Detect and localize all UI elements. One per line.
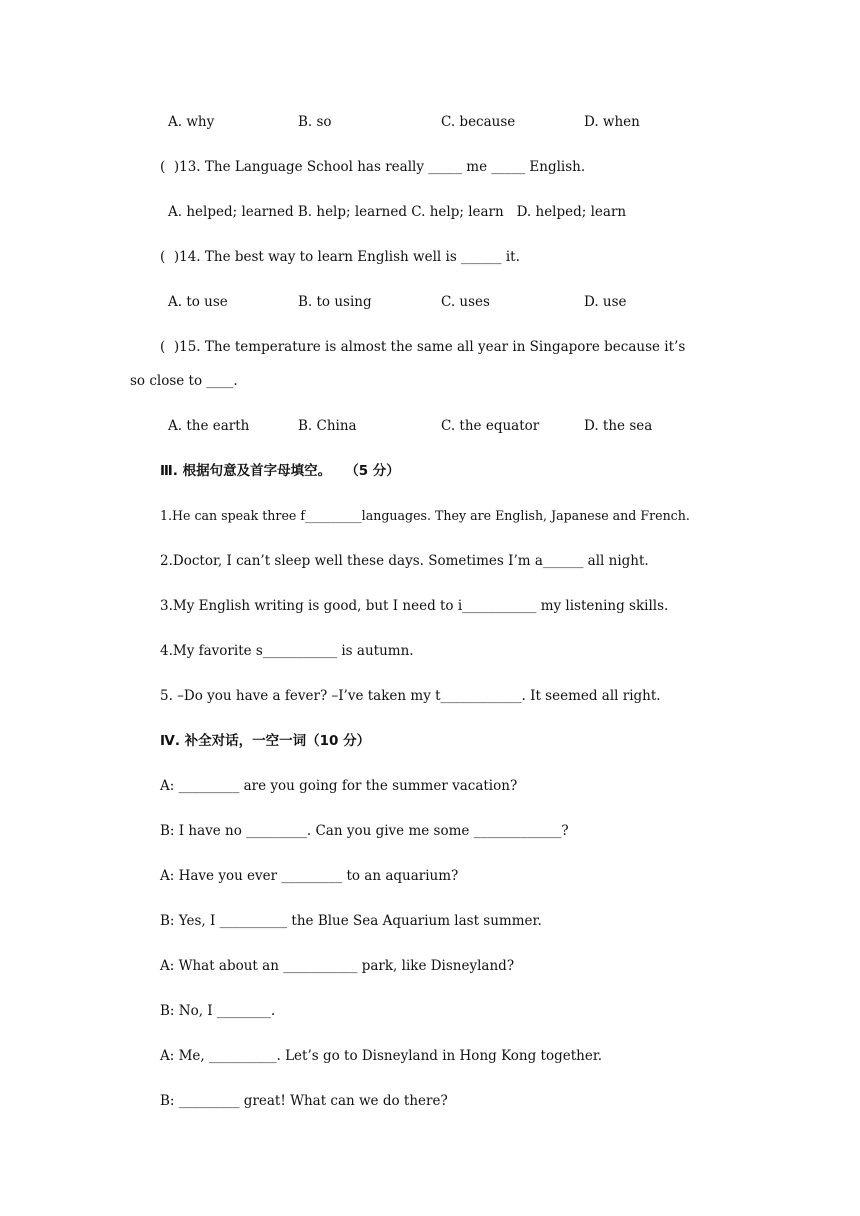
section3-item-4: 4.My favorite s___________ is autumn. — [160, 643, 414, 659]
dialogue-line-4: B: Yes, I __________ the Blue Sea Aquarium last summer. — [160, 913, 542, 929]
q15-option-a: A. the earth — [168, 418, 250, 434]
q15-option-c: C. the equator — [441, 418, 540, 434]
dialogue-line-2: B: I have no _________. Can you give me some _____________? — [160, 823, 569, 839]
q15-stem-line2: so close to ____. — [130, 373, 238, 389]
q13-options: A. helped; learned B. help; learned C. help; learn D. helped; learn — [168, 204, 627, 220]
q15-option-d: D. the sea — [584, 418, 653, 434]
q13-stem: ( )13. The Language School has really _____ me _____ English. — [160, 159, 586, 175]
q14-stem: ( )14. The best way to learn English well is ______ it. — [160, 249, 520, 265]
q14-option-d: D. use — [584, 294, 627, 310]
section4-heading: Ⅳ. 补全对话，一空一词（10 分） — [160, 733, 371, 749]
q12-option-c: C. because — [441, 114, 516, 130]
q14-option-a: A. to use — [168, 294, 228, 310]
q14-option-b: B. to using — [298, 294, 372, 310]
q12-option-d: D. when — [584, 114, 640, 130]
q12-option-a: A. why — [168, 114, 215, 130]
section3-item-2: 2.Doctor, I can’t sleep well these days. Sometimes I’m a______ all night. — [160, 553, 649, 569]
q15-option-b: B. China — [298, 418, 357, 434]
section3-item-3: 3.My English writing is good, but I need to i___________ my listening skills. — [160, 598, 669, 614]
section3-item-5: 5. –Do you have a fever? –I’ve taken my t____________. It seemed all right. — [160, 688, 661, 704]
q14-option-c: C. uses — [441, 294, 490, 310]
q15-stem-line1: ( )15. The temperature is almost the same all year in Singapore because it’s — [160, 339, 686, 355]
section3-heading: Ⅲ. 根据句意及首字母填空。 （5 分） — [160, 463, 400, 479]
q12-option-b: B. so — [298, 114, 332, 130]
dialogue-line-5: A: What about an ___________ park, like Disneyland? — [160, 958, 515, 974]
section3-item-1: 1.He can speak three f_________languages. They are English, Japanese and French. — [160, 508, 690, 523]
dialogue-line-6: B: No, I ________. — [160, 1003, 276, 1019]
dialogue-line-7: A: Me, __________. Let’s go to Disneyland in Hong Kong together. — [160, 1048, 603, 1064]
dialogue-line-1: A: _________ are you going for the summer vacation? — [160, 778, 518, 794]
dialogue-line-8: B: _________ great! What can we do there? — [160, 1093, 448, 1109]
dialogue-line-3: A: Have you ever _________ to an aquarium? — [160, 868, 459, 884]
